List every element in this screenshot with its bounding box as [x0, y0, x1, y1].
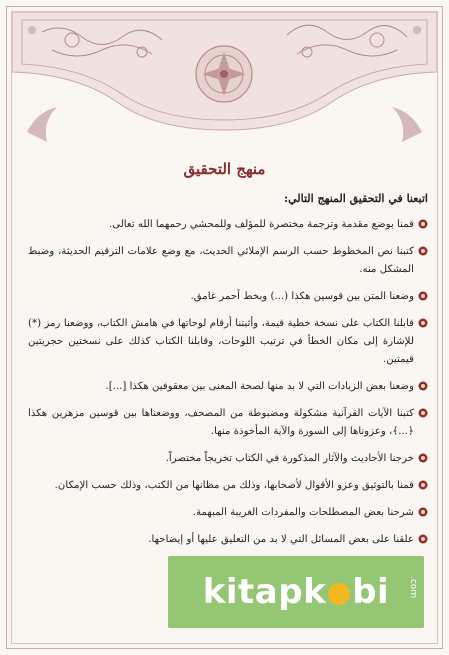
list-item: خرجنا الأحاديث والآثار المذكورة في الكتاب تخريجاً مختصراً.: [28, 450, 428, 468]
page-title: منهج التحقيق: [183, 160, 266, 178]
text-body: [28, 190, 428, 558]
list-item: وضعنا المتن بين قوسين هكذا (...) وبخط أحمر غامق.: [28, 288, 428, 306]
flower-bullet-icon: [418, 507, 428, 517]
watermark-dot-icon: [328, 583, 350, 605]
list-item: علقنا على بعض المسائل التي لا بد من التعليق عليها أو إيضاحها.: [28, 531, 428, 549]
header-ornament: [12, 12, 437, 162]
intro-line: اتبعنا في التحقيق المنهج التالي:: [284, 192, 428, 205]
flower-bullet-icon: [418, 408, 428, 418]
list-item: شرحنا بعض المصطلحات والمفردات الغريبة المبهمة.: [28, 504, 428, 522]
watermark-overlay: [168, 556, 424, 628]
list-item: قمنا بوضع مقدمة وترجمة مختصرة للمؤلف وللمحشي رحمهما الله تعالى.: [28, 216, 428, 234]
flower-bullet-icon: [418, 480, 428, 490]
list-item: كتبنا نص المخطوط حسب الرسم الإملائي الحديث، مع وضع علامات الترقيم الحديثة، وضبط المشكل منه.: [28, 243, 428, 279]
flower-bullet-icon: [418, 381, 428, 391]
medallion-icon: [196, 46, 252, 102]
flower-bullet-icon: [418, 291, 428, 301]
list-item: كتبنا الآيات القرآنية مشكولة ومضبوطة من المصحف، ووضعناها بين قوسين مزهرين هكذا ﴿...﴾، وعزوناها إلى السورة والآية المأخوذة منها.: [28, 405, 428, 441]
flower-bullet-icon: [418, 318, 428, 328]
flower-bullet-icon: [418, 453, 428, 463]
list-item: قابلنا الكتاب على نسخة خطية قيمة، وأثبتنا أرقام لوحاتها في هامش الكتاب، ووضعنا رمز (*) للإشارة إلى مكان الخطأ في ترتيب اللوحات، وقابلنا الكتاب كذلك على نسختين حجريتين قيمتين.: [28, 315, 428, 369]
watermark-domain: .com: [408, 576, 418, 599]
flower-bullet-icon: [418, 534, 428, 544]
flower-bullet-icon: [418, 219, 428, 229]
flower-bullet-icon: [418, 246, 428, 256]
list-item: قمنا بالتوثيق وعزو الأقوال لأصحابها، وذلك من مظانها من الكتب، وذلك حسب الإمكان.: [28, 477, 428, 495]
list-item: وضعنا بعض الزيادات التي لا بد منها لصحة المعنى بين معقوفين هكذا [...].: [28, 378, 428, 396]
watermark-text: kitapk bi: [202, 572, 390, 612]
